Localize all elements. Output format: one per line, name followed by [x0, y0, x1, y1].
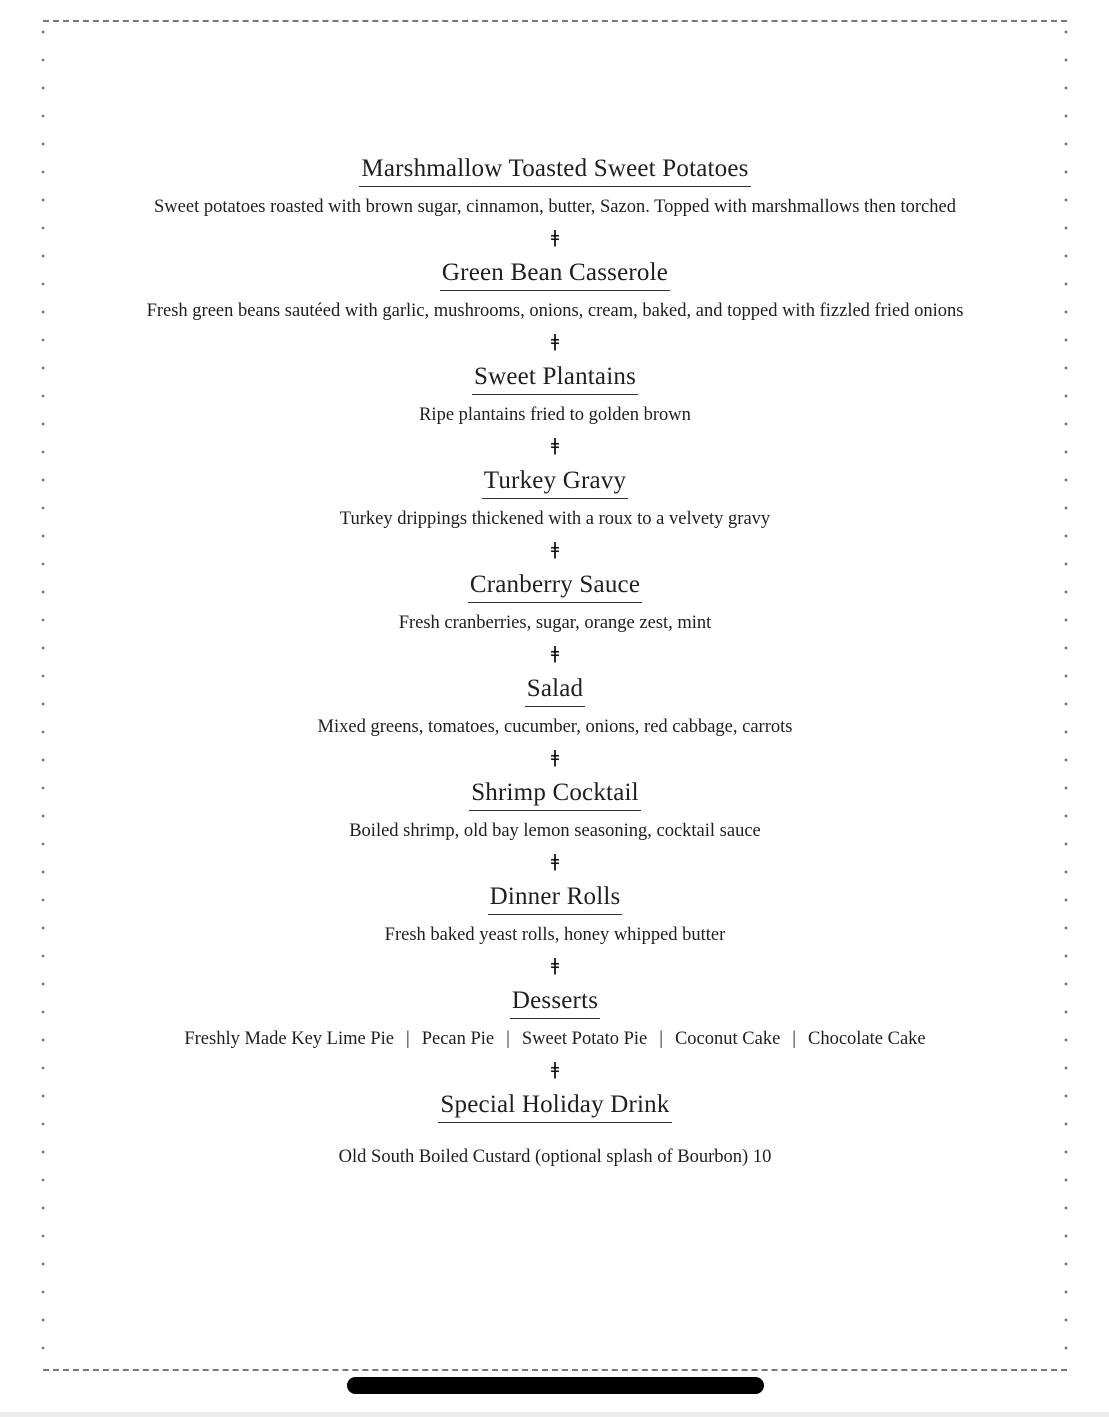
menu-item: [90, 672, 1020, 744]
dessert-separator: |: [659, 1029, 663, 1049]
menu-item: [90, 464, 1020, 536]
divider-ornament-icon: ǂ: [550, 851, 560, 872]
menu-item: [90, 776, 1020, 848]
dish-description: Mixed greens, tomatoes, cucumber, onions, red cabbage, carrots: [317, 717, 793, 737]
dish-description: Turkey drippings thickened with a roux to a velvety gravy: [339, 509, 771, 529]
dessert-item: Chocolate Cake: [808, 1029, 926, 1049]
special-drink-description: Old South Boiled Custard (optional splash of Bourbon) 10: [338, 1147, 772, 1167]
dessert-item: Pecan Pie: [421, 1029, 495, 1049]
divider-ornament-icon: ǂ: [550, 747, 560, 768]
menu-item: [90, 152, 1020, 224]
right-dotted-border: [1063, 18, 1069, 1373]
dish-title: Marshmallow Toasted Sweet Potatoes: [359, 152, 750, 187]
special-drink-title: Special Holiday Drink: [438, 1088, 671, 1123]
dish-description: Fresh cranberries, sugar, orange zest, mint: [398, 613, 712, 633]
dessert-separator: |: [506, 1029, 510, 1049]
special-drink-section: [90, 1088, 1020, 1174]
home-indicator-bar[interactable]: [347, 1377, 764, 1394]
dessert-item: Sweet Potato Pie: [521, 1029, 648, 1049]
divider-ornament-icon: ǂ: [550, 539, 560, 560]
menu-content: [90, 152, 1020, 1174]
bottom-edge: [0, 1412, 1109, 1417]
divider-ornament-icon: ǂ: [550, 435, 560, 456]
divider-ornament-icon: ǂ: [550, 955, 560, 976]
dish-title: Cranberry Sauce: [468, 568, 642, 603]
dish-title: Sweet Plantains: [472, 360, 638, 395]
divider-ornament-icon: ǂ: [550, 331, 560, 352]
dessert-item: Freshly Made Key Lime Pie: [184, 1029, 394, 1049]
dish-title: Salad: [525, 672, 586, 707]
dish-description: Boiled shrimp, old bay lemon seasoning, cocktail sauce: [349, 821, 761, 841]
dish-description: Sweet potatoes roasted with brown sugar, cinnamon, butter, Sazon. Topped with marshmallows then torched: [154, 197, 956, 217]
dish-description: Ripe plantains fried to golden brown: [419, 405, 691, 425]
dessert-separator: |: [792, 1029, 796, 1049]
dish-description: Fresh baked yeast rolls, honey whipped butter: [384, 925, 726, 945]
menu-item: [90, 256, 1020, 328]
desserts-list: [90, 1023, 1020, 1056]
desserts-section: [90, 984, 1020, 1056]
dish-title: Shrimp Cocktail: [469, 776, 641, 811]
desserts-title: Desserts: [510, 984, 600, 1019]
dish-description: Fresh green beans sautéed with garlic, mushrooms, onions, cream, baked, and topped with fizzled fried onions: [146, 301, 964, 321]
dessert-separator: |: [405, 1029, 410, 1049]
dish-title: Green Bean Casserole: [440, 256, 670, 291]
menu-item: [90, 360, 1020, 432]
left-dotted-border: [40, 18, 46, 1373]
dessert-item: Coconut Cake: [674, 1029, 781, 1049]
menu-item: [90, 568, 1020, 640]
divider-ornament-icon: ǂ: [550, 227, 560, 248]
divider-ornament-icon: ǂ: [550, 643, 560, 664]
dish-title: Dinner Rolls: [488, 880, 623, 915]
divider-ornament-icon: ǂ: [550, 1059, 560, 1080]
dish-title: Turkey Gravy: [482, 464, 628, 499]
menu-item: [90, 880, 1020, 952]
